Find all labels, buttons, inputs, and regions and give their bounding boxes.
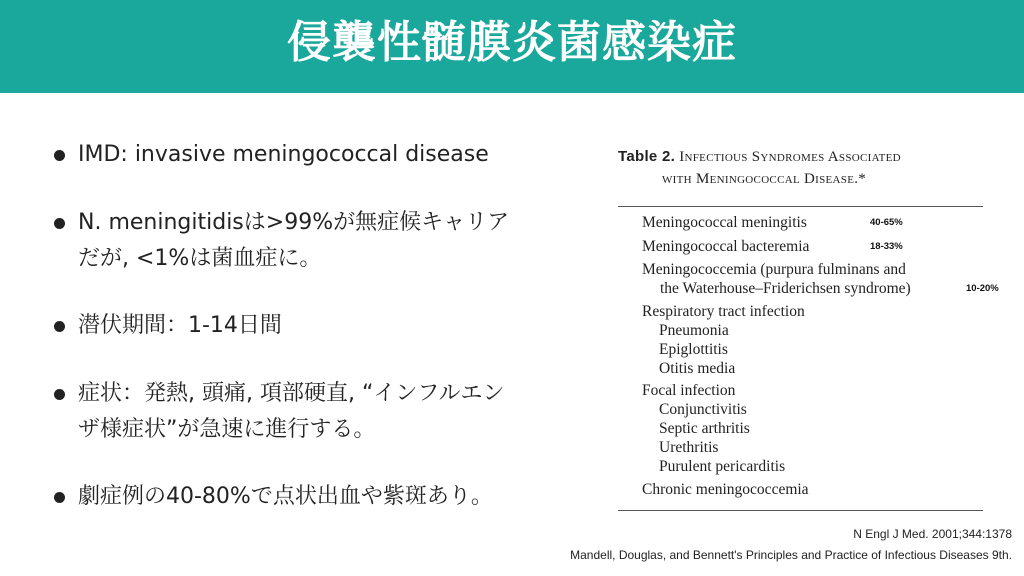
meningococcemia-percent: 10-20% <box>966 283 999 294</box>
table-caption <box>618 146 983 190</box>
meningitis-percent: 40-65% <box>870 217 903 228</box>
table-number: Table 2. <box>618 148 676 165</box>
table-row: Meningococcemia (purpura fulminans and <box>642 261 906 278</box>
bullet-line: 症状：発熱, 頭痛, 項部硬直, “インフルエン <box>78 381 505 406</box>
bacteremia-percent: 18-33% <box>870 241 903 252</box>
table-row: Pneumonia <box>659 322 729 339</box>
table-row: the Waterhouse–Friderichsen syndrome) <box>660 280 911 297</box>
citation-mandell: Mandell, Douglas, and Bennett's Principles and Practice of Infectious Diseases 9th. <box>570 548 1012 562</box>
bullet-item <box>52 479 493 515</box>
table-caption-line2: with Meningococcal Disease.* <box>662 171 867 187</box>
table-top-rule <box>618 206 983 207</box>
table-row: Meningococcal meningitis <box>642 214 807 231</box>
bullet-line: 劇症例の40-80%で点状出血や紫斑あり。 <box>78 484 493 509</box>
bullet-dot-icon <box>54 218 65 229</box>
bullet-line: IMD: invasive meningococcal disease <box>78 142 489 167</box>
bullet-dot-icon <box>54 389 65 400</box>
table-row: Conjunctivitis <box>659 401 747 418</box>
bullet-line: ザ様症状”が急速に進行する。 <box>78 417 376 442</box>
bullet-dot-icon <box>54 492 65 503</box>
table-row: Chronic meningococcemia <box>642 481 809 498</box>
bullet-item <box>52 376 504 448</box>
table-row: Meningococcal bacteremia <box>642 238 810 255</box>
table-row: Epiglottitis <box>659 341 728 358</box>
bullet-dot-icon <box>54 321 65 332</box>
bullet-line: だが, <1%は菌血症に。 <box>78 246 322 271</box>
bullet-item <box>52 137 489 173</box>
table-caption-line1: Infectious Syndromes Associated <box>679 149 901 165</box>
bullet-item <box>52 308 282 344</box>
table-row: Purulent pericarditis <box>659 458 786 475</box>
slide-title: 侵襲性髄膜炎菌感染症 <box>287 17 737 68</box>
table-row: Focal infection <box>642 382 736 399</box>
table-row: Urethritis <box>659 439 719 456</box>
table-row: Septic arthritis <box>659 420 750 437</box>
bullet-line: N. meningitidisは>99%が無症候キャリア <box>78 210 510 235</box>
table-bottom-rule <box>618 510 983 511</box>
bullet-line: 潜伏期間：1-14日間 <box>78 313 282 338</box>
bullet-dot-icon <box>54 150 65 161</box>
citation-nejm: N Engl J Med. 2001;344:1378 <box>853 527 1012 541</box>
table-row: Otitis media <box>659 360 736 377</box>
syndromes-table-image <box>618 146 983 512</box>
bullet-item <box>52 205 509 277</box>
table-row: Respiratory tract infection <box>642 303 805 320</box>
